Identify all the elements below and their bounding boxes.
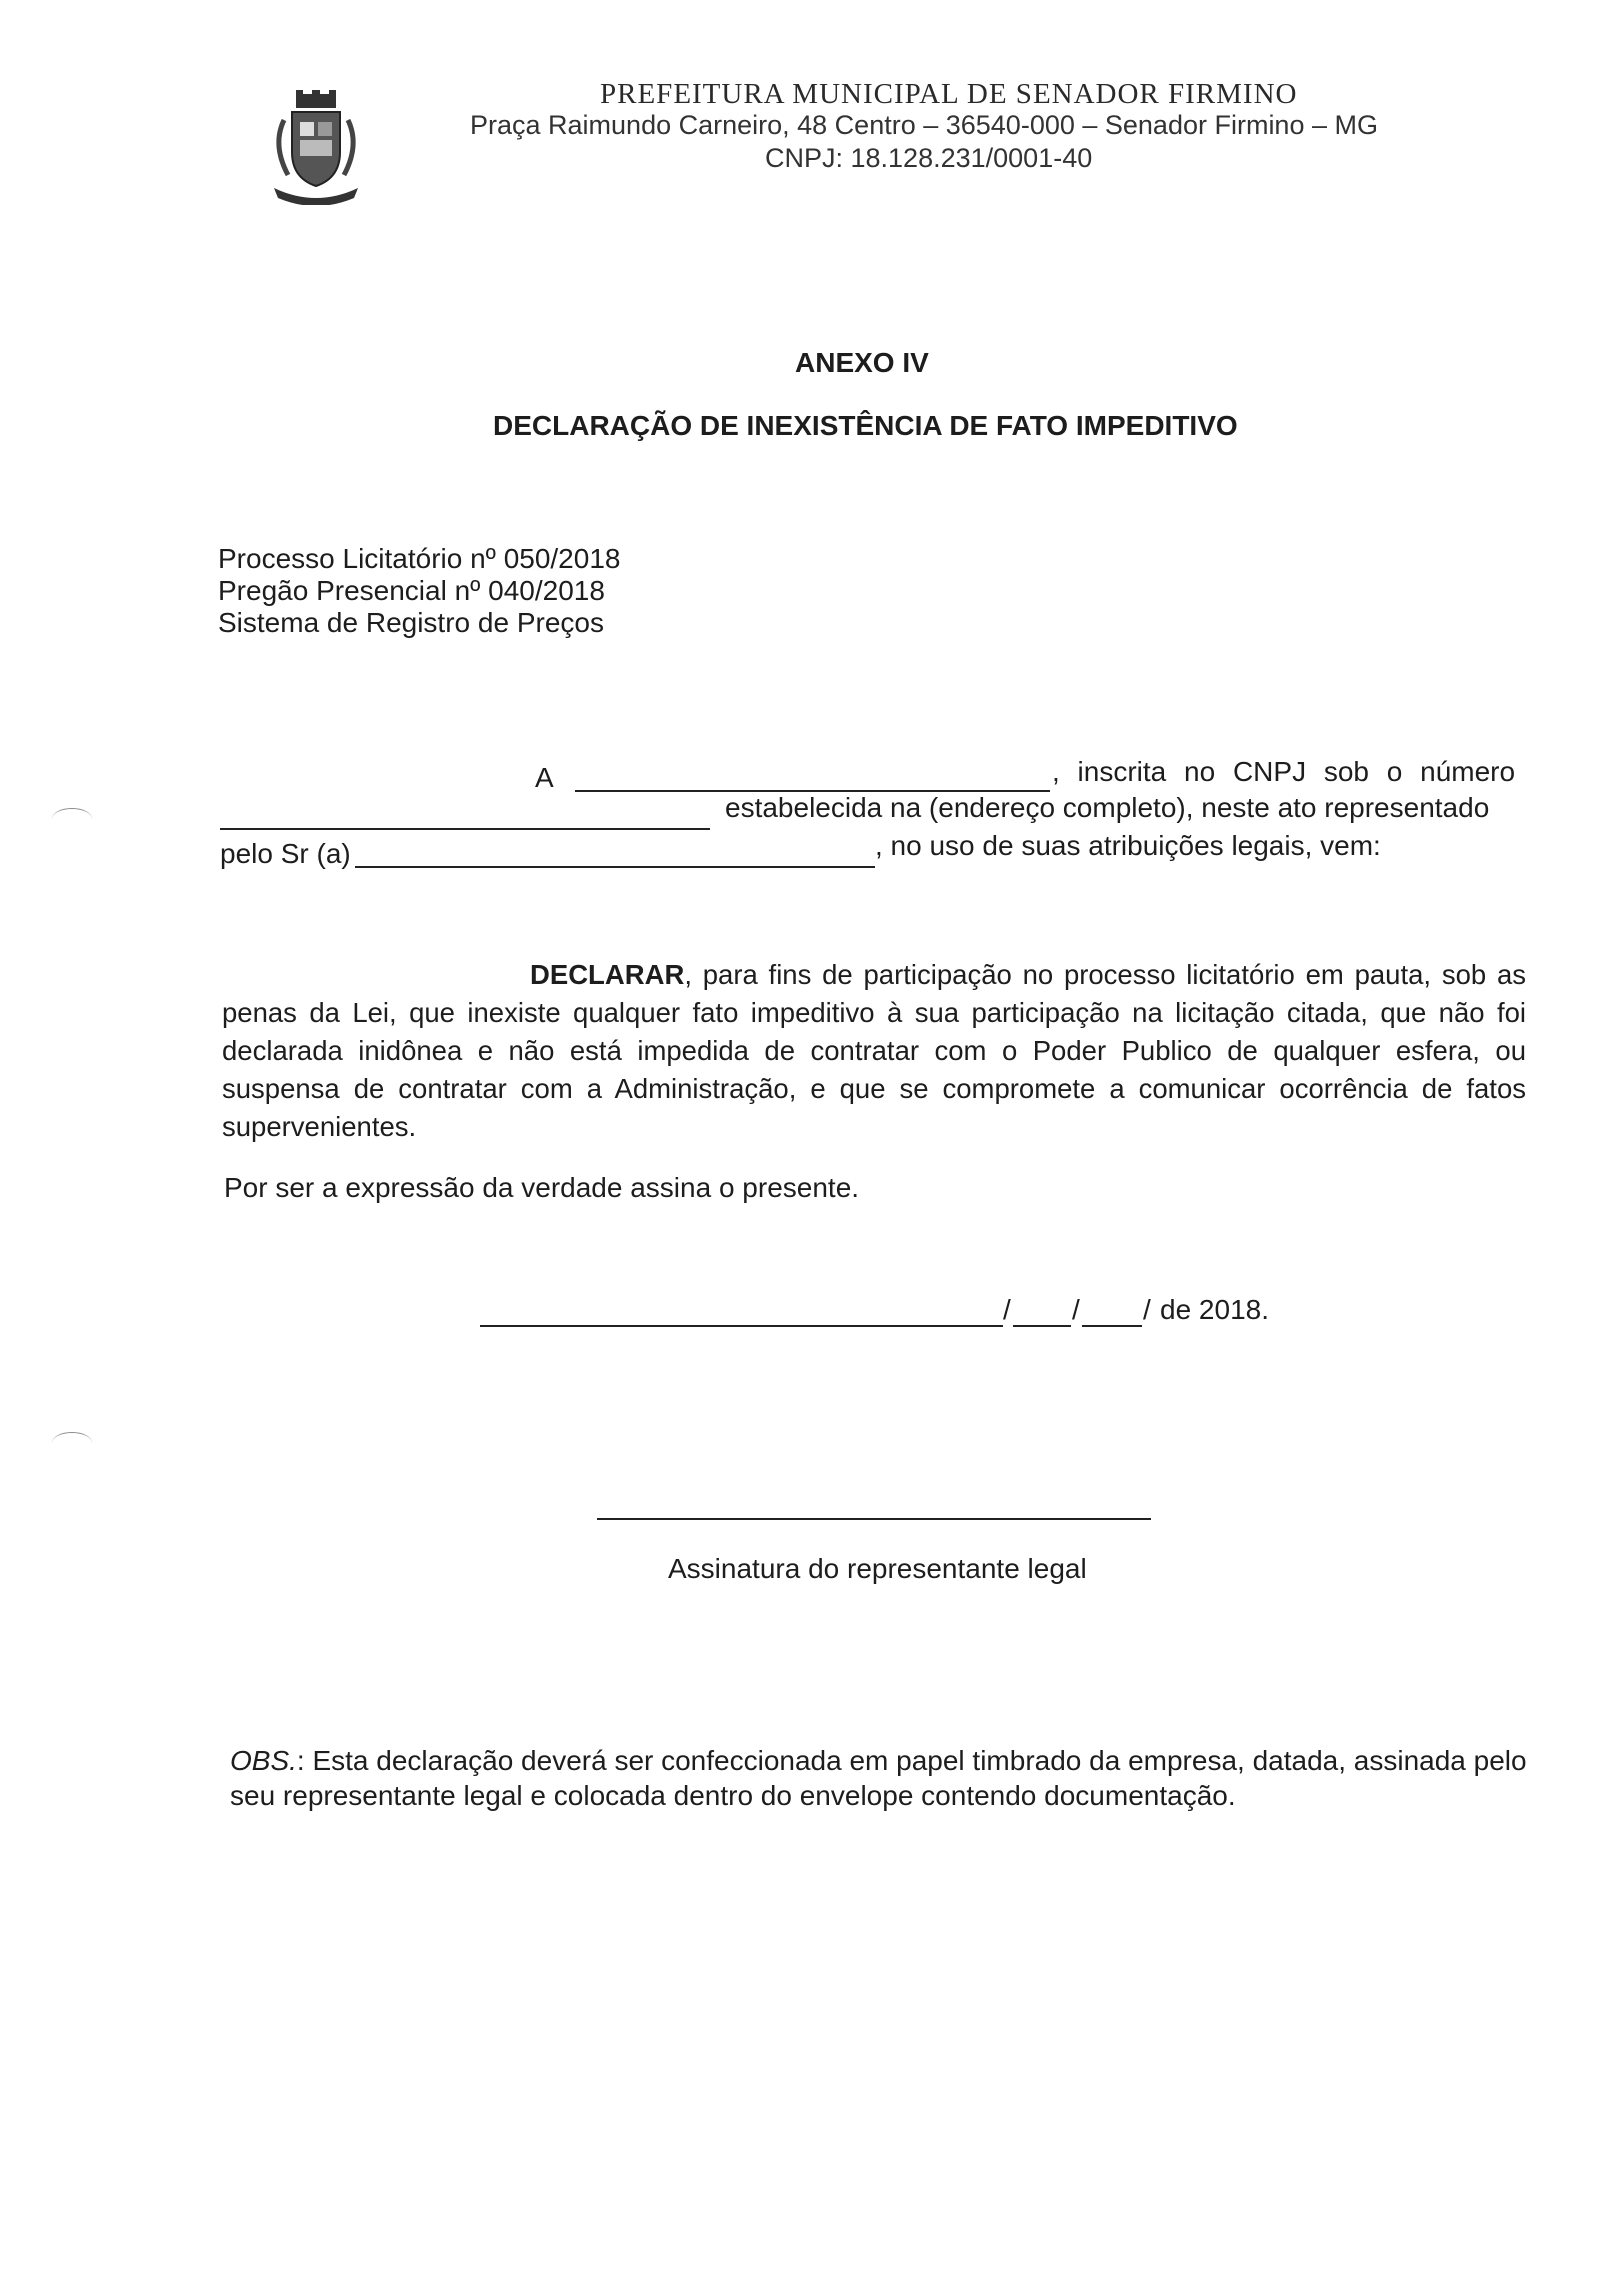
declaration-line-3: declarada inidônea e não está impedida de contratar com o Poder Publico de qualquer esfera, ou <box>222 1035 1526 1066</box>
date-separator-1: / <box>1003 1294 1011 1325</box>
representative-label: pelo Sr (a) <box>220 838 351 869</box>
declaration-line-1-rest: , para fins de participação no processo licitatório em pauta, sob as <box>684 959 1526 990</box>
date-year: de 2018. <box>1160 1294 1269 1325</box>
company-label: A <box>535 762 554 793</box>
month-blank[interactable] <box>1082 1325 1142 1327</box>
signature-blank[interactable] <box>597 1518 1151 1520</box>
cnpj-text: , inscrita no CNPJ sob o número <box>1052 756 1516 787</box>
address-text: estabelecida na (endereço completo), neste ato representado <box>725 792 1490 823</box>
annex-title: ANEXO IV <box>795 347 929 378</box>
declaration-line-5: supervenientes. <box>222 1111 417 1142</box>
obs-line-1-rest: : Esta declaração deverá ser confeccionada em papel timbrado da empresa, datada, assinada pelo <box>296 1745 1527 1776</box>
obs-line-1 <box>230 1745 1527 1777</box>
punch-hole-mark-top <box>52 808 92 829</box>
closing-statement: Por ser a expressão da verdade assina o presente. <box>224 1172 860 1203</box>
declaration-title: DECLARAÇÃO DE INEXISTÊNCIA DE FATO IMPEDITIVO <box>493 410 1238 441</box>
coat-of-arms-logo <box>266 90 366 205</box>
representative-name-blank[interactable] <box>355 866 875 868</box>
process-number: Processo Licitatório nº 050/2018 <box>218 543 621 574</box>
declaration-keyword: DECLARAR <box>530 959 685 990</box>
signature-label: Assinatura do representante legal <box>668 1553 1087 1584</box>
obs-line-2: seu representante legal e colocada dentro do envelope contendo documentação. <box>230 1780 1236 1811</box>
obs-label: OBS. <box>230 1745 297 1776</box>
org-name: PREFEITURA MUNICIPAL DE SENADOR FIRMINO <box>600 78 1298 110</box>
date-separator-2: / <box>1072 1294 1080 1325</box>
org-address: Praça Raimundo Carneiro, 48 Centro – 36540-000 – Senador Firmino – MG <box>470 110 1378 140</box>
cnpj-number-blank[interactable] <box>220 828 710 830</box>
org-cnpj: CNPJ: 18.128.231/0001-40 <box>765 143 1093 173</box>
day-blank[interactable] <box>1013 1325 1071 1327</box>
declaration-line-4: suspensa de contratar com a Administração, e que se compromete a comunicar ocorrência de fatos <box>222 1073 1526 1104</box>
punch-hole-mark-bottom <box>52 1432 92 1453</box>
representative-tail: , no uso de suas atribuições legais, vem: <box>875 830 1381 861</box>
date-separator-3: / <box>1143 1294 1151 1325</box>
declaration-line-1 <box>222 956 1526 994</box>
place-blank[interactable] <box>480 1325 1003 1327</box>
registry-system: Sistema de Registro de Preços <box>218 607 604 638</box>
pregao-number: Pregão Presencial nº 040/2018 <box>218 575 605 606</box>
declaration-paragraph <box>222 956 1526 1146</box>
declaration-line-2: penas da Lei, que inexiste qualquer fato impeditivo à sua participação na licitação citada, que não foi <box>222 997 1526 1028</box>
